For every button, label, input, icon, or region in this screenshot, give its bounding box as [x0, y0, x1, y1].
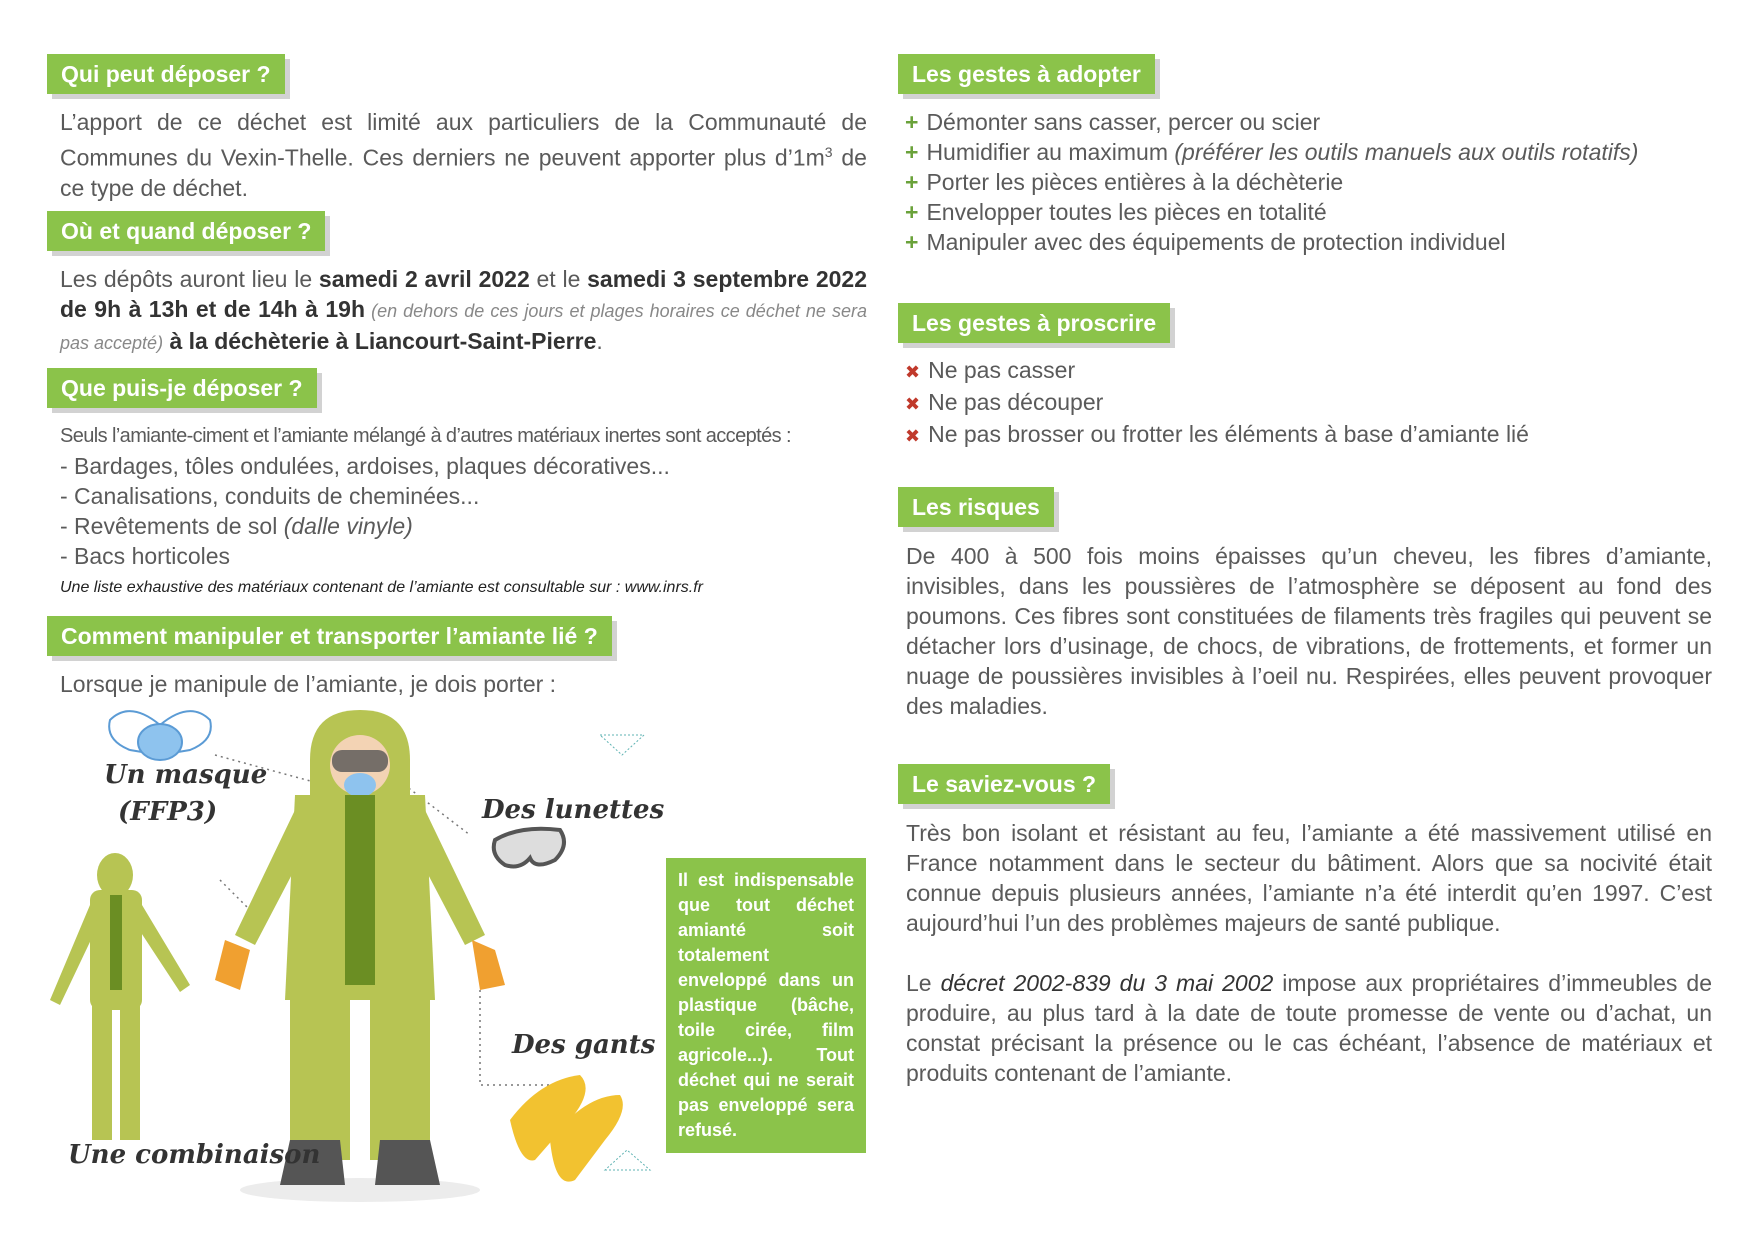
small-suit-icon [50, 853, 190, 1140]
triangle-decor [600, 735, 644, 755]
label-suit: Une combinaison [68, 1140, 321, 1170]
what-intro: Seuls l’amiante-ciment et l’amiante mélangé à d’autres matériaux inertes sont acceptés : [60, 425, 791, 447]
list-item: - Bacs horticoles [60, 543, 231, 569]
heading-forbid: Les gestes à proscrire [898, 303, 1170, 343]
label-mask-type: (FFP3) [118, 797, 218, 827]
list-item: - Canalisations, conduits de cheminées... [60, 483, 480, 509]
heading-risks: Les risques [898, 487, 1054, 527]
heading-where: Où et quand déposer ? [47, 211, 325, 251]
know-text-1: Très bon isolant et résistant au feu, l’amiante a été massivement utilisé en France notamment dans le secteur du bâtiment. Alors que sa nocivité était connue depuis plusieurs années, l’amiante n’a été interdit qu’en 1997. C’est aujourd’hui l’un des problèmes majeurs de santé publique. [906, 820, 1712, 936]
gloves-icon [510, 1075, 623, 1182]
label-gloves: Des gants [512, 1030, 656, 1060]
triangle-decor [605, 1150, 650, 1170]
list-item: - Revêtements de sol (dalle vinyle) [60, 513, 413, 539]
heading-know: Le saviez-vous ? [898, 764, 1110, 804]
goggles-icon [494, 829, 564, 867]
list-item: + Envelopper toutes les pièces en totalité [905, 199, 1327, 225]
forbid-list [905, 355, 1529, 451]
what-list [60, 421, 880, 603]
adopt-list [905, 107, 1638, 257]
how-intro: Lorsque je manipule de l’amiante, je dois porter : [60, 671, 557, 697]
list-item: + Manipuler avec des équipements de protection individuel [905, 229, 1506, 255]
list-item: + Humidifier au maximum (préférer les outils manuels aux outils rotatifs) [905, 139, 1639, 165]
heading-what: Que puis-je déposer ? [47, 368, 317, 408]
callout-wrapping: Il est indispensable que tout déchet amianté soit totalement enveloppé dans un plastique (bâche, toile cirée, film agricole...). Tout déchet qui ne serait pas enveloppé sera refusé. [666, 858, 866, 1153]
risks-text: De 400 à 500 fois moins épaisses qu’un cheveu, les fibres d’amiante, invisibles, dans les poussières de l’atmosphère se déposent au fond des poumons. Ces fibres sont constituées de filaments très fragiles qui peuvent se détacher lors d’usinage, de chocs, de vibrations, de frottements, et former un nuage de poussières invisibles à l’oeil nu. Respirées, elles peuvent provoquer des maladies. [906, 543, 1712, 719]
heading-adopt: Les gestes à adopter [898, 54, 1155, 94]
label-mask: Un masque [104, 760, 268, 790]
list-item: ✖ Ne pas casser [905, 357, 1076, 383]
list-item: ✖ Ne pas brosser ou frotter les éléments à base d’amiante lié [905, 421, 1529, 447]
know-text-2: Le décret 2002-839 du 3 mai 2002 impose aux propriétaires d’immeubles de produire, au plus tard à la date de toute promesse de vente ou d’achat, un constat précisant la présence ou le cas échéant, l’absence de matériaux et produits contenant de l’amiante. [906, 970, 1712, 1086]
inrs-note: Une liste exhaustive des matériaux contenant de l’amiante est consultable sur : www.inrs.fr [60, 579, 703, 596]
label-glasses: Des lunettes [482, 795, 665, 825]
list-item: ✖ Ne pas découper [905, 389, 1104, 415]
mask-icon [109, 711, 211, 760]
who-text: L’apport de ce déchet est limité aux particuliers de la Communauté de Communes du Vexin-Thelle. Ces derniers ne peuvent apporter plus $d’1m^3$ de ce type de déchet. [60, 109, 867, 201]
heading-who: Qui peut déposer ? [47, 54, 285, 94]
list-item: - Bardages, tôles ondulées, ardoises, plaques décoratives... [60, 453, 670, 479]
where-text: Les dépôts auront lieu le samedi 2 avril 2022 et le samedi 3 septembre 2022 de 9h à 13h et de 14h à 19h (en dehors de ces jours et plages horaires ce déchet ne sera pas accepté) à la déchèterie à Liancourt-Saint-Pierre. [60, 266, 867, 354]
list-item: + Démonter sans casser, percer ou scier [905, 109, 1321, 135]
heading-how: Comment manipuler et transporter l’amiante lié ? [47, 616, 612, 656]
list-item: + Porter les pièces entières à la déchèterie [905, 169, 1344, 195]
